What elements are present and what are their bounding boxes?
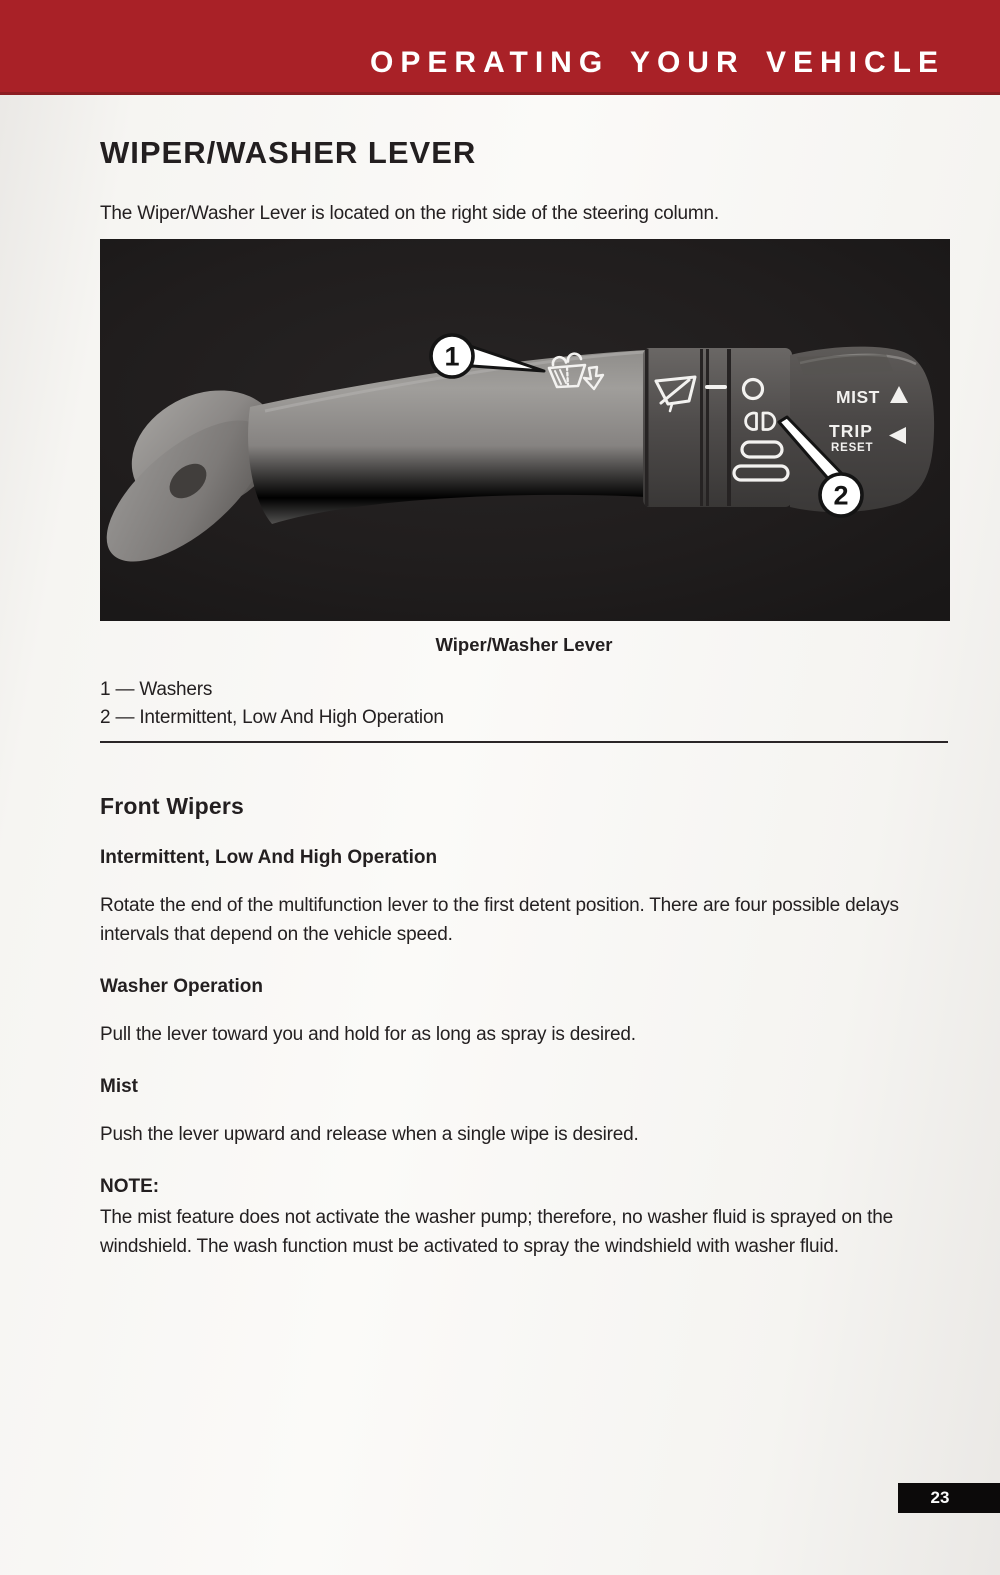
wiper-lever-figure <box>100 239 950 621</box>
subsection-washer-operation <box>100 976 948 1049</box>
figure-legend <box>100 676 948 732</box>
chapter-title: OPERATING YOUR VEHICLE <box>370 46 945 79</box>
subsection-title: Washer Operation <box>100 976 263 997</box>
subsection-body: Pull the lever toward you and hold for as long as spray is desired. <box>100 1024 636 1045</box>
chapter-banner <box>0 0 1000 95</box>
lever-rotating-ring <box>643 348 792 507</box>
subsection-title: Mist <box>100 1076 138 1097</box>
subsection-title: Intermittent, Low And High Operation <box>100 847 438 868</box>
legend-item: 2 — Intermittent, Low And High Operation <box>100 707 444 728</box>
subsection-intermittent <box>100 847 948 949</box>
wiper-lever-illustration <box>100 239 950 621</box>
section-divider <box>100 741 948 743</box>
mist-label: MIST <box>836 387 880 407</box>
reset-label: RESET <box>831 442 874 454</box>
note-body: The mist feature does not activate the washer pump; therefore, no washer fluid is sprayed on the windshield. The wash function must be activated to spray the windshield with washer fluid. <box>100 1207 893 1257</box>
intro-paragraph: The Wiper/Washer Lever is located on the right side of the steering column. <box>100 203 719 224</box>
legend-item: 1 — Washers <box>100 679 213 700</box>
callout-2-number: 2 <box>833 480 849 511</box>
page-number-badge: 23 <box>898 1483 1000 1513</box>
subsection-mist <box>100 1076 948 1149</box>
page-content <box>100 135 948 1261</box>
trip-label: TRIP <box>829 421 873 441</box>
front-wipers-heading: Front Wipers <box>100 793 245 819</box>
subsection-body: Rotate the end of the multifunction lever to the first detent position. There are four possible delays intervals that depend on the vehicle speed. <box>100 895 899 945</box>
note-title: NOTE: <box>100 1176 160 1197</box>
page-title: WIPER/WASHER LEVER <box>100 135 477 170</box>
figure-caption: Wiper/Washer Lever <box>435 634 613 655</box>
subsection-note <box>100 1176 948 1261</box>
subsection-body: Push the lever upward and release when a single wipe is desired. <box>100 1124 639 1145</box>
callout-1-number: 1 <box>444 341 460 372</box>
